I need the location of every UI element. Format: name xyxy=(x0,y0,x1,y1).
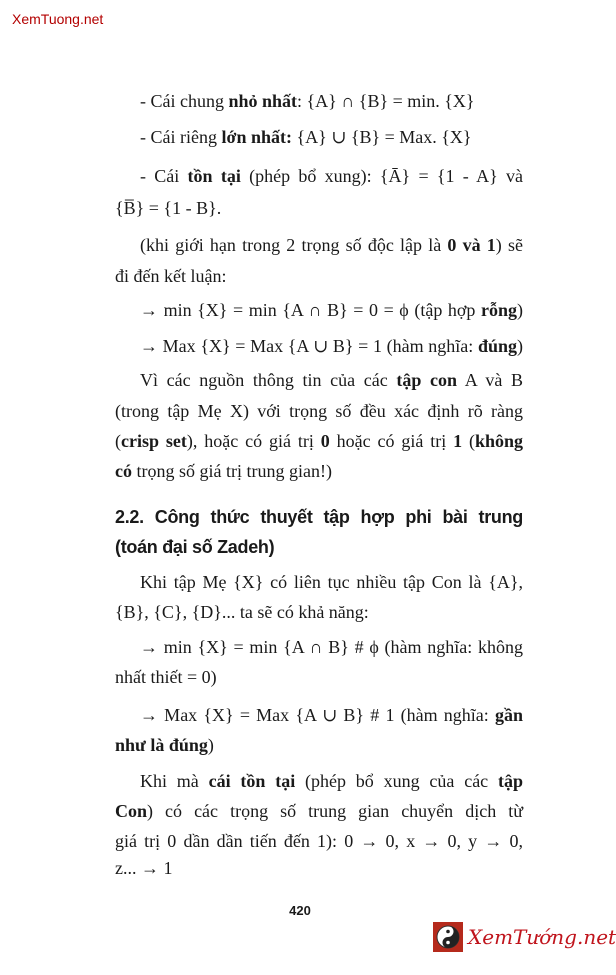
text-line xyxy=(140,299,523,321)
text-segment: ( xyxy=(115,431,121,451)
text-line xyxy=(115,265,523,287)
text-segment: (toán đại số Zadeh) xyxy=(115,537,275,557)
text-segment: {B}, {C}, {D}... ta sẽ có khả năng: xyxy=(115,602,369,622)
text-segment: - Cái riêng xyxy=(140,127,222,147)
text-segment: ) xyxy=(517,300,523,320)
text-line xyxy=(140,571,523,593)
bold-text: không xyxy=(474,431,523,451)
text-segment: trọng số giá trị trung gian!) xyxy=(132,461,332,481)
text-line xyxy=(140,90,523,112)
bold-text: crisp set xyxy=(121,431,187,451)
text-segment: giá trị 0 dần dần tiến đến 1): 0 → 0, x → 0, y → 0, xyxy=(115,831,523,851)
text-line xyxy=(115,430,523,452)
bold-text: gần xyxy=(494,705,523,725)
text-line xyxy=(115,800,523,822)
text-segment: 2.2. Công thức thuyết tập hợp phi bài trung xyxy=(115,507,523,527)
bold-text: nhỏ nhất xyxy=(228,91,298,111)
text-segment: - Cái chung xyxy=(140,91,229,111)
bold-text: 0 và 1 xyxy=(447,235,496,255)
text-segment: ) sẽ xyxy=(495,235,523,255)
text-segment: ) xyxy=(207,735,214,755)
bold-text: 1 xyxy=(453,431,463,451)
text-line xyxy=(115,197,523,219)
text-segment: - Cái xyxy=(140,166,188,186)
text-segment: → min {X} = min {A ∩ B} = 0 = ϕ (tập hợp xyxy=(140,300,481,320)
text-line xyxy=(115,830,523,852)
text-line xyxy=(115,666,523,688)
bold-text: Con xyxy=(115,801,148,821)
bold-text: 0 xyxy=(320,431,330,451)
text-segment: Khi mà xyxy=(140,771,209,791)
text-line xyxy=(140,770,523,792)
text-segment: {B̅} = {1 - B}. xyxy=(115,198,222,218)
text-segment: nhất thiết = 0) xyxy=(115,667,217,687)
text-segment: đi đến kết luận: xyxy=(115,266,227,286)
text-line xyxy=(140,126,523,148)
text-segment: : {A} ∩ {B} = min. {X} xyxy=(297,91,475,111)
text-segment: (phép bổ xung của các xyxy=(295,771,498,791)
text-line xyxy=(115,400,523,422)
site-logo xyxy=(433,922,616,952)
text-segment: {A} ∪ {B} = Max. {X} xyxy=(291,127,472,147)
text-line xyxy=(140,704,523,726)
text-segment: ), hoặc có giá trị xyxy=(186,431,321,451)
text-line xyxy=(140,335,523,357)
text-segment: A và B xyxy=(457,370,523,390)
text-segment: ) có các trọng số trung gian chuyển dịch từ xyxy=(147,801,523,821)
page-number: 420 xyxy=(289,903,311,918)
text-segment: ) xyxy=(517,336,523,356)
text-segment: → Max {X} = Max {A ∪ B} = 1 (hàm nghĩa: xyxy=(140,336,478,356)
text-segment: Khi tập Mẹ {X} có liên tục nhiều tập Con là {A}, xyxy=(140,572,523,592)
text-segment: (phép bổ xung): {Ā} = {1 - A} và xyxy=(240,166,523,186)
text-line xyxy=(115,536,523,558)
text-line xyxy=(115,734,523,756)
bold-text: cái tồn tại xyxy=(208,771,296,791)
bold-text: tập xyxy=(497,771,523,791)
text-segment: hoặc có giá trị xyxy=(329,431,454,451)
text-line xyxy=(140,636,523,658)
text-line xyxy=(115,601,523,623)
text-segment: Vì các nguồn thông tin của các xyxy=(140,370,397,390)
bold-text: đúng xyxy=(477,336,517,356)
bold-text: tập con xyxy=(396,370,458,390)
text-line xyxy=(115,460,523,482)
logo-text: XemTướng.net xyxy=(468,925,616,949)
text-line xyxy=(115,857,523,879)
text-line xyxy=(140,234,523,256)
text-segment: z... → 1 xyxy=(115,858,173,878)
text-segment: → min {X} = min {A ∩ B} # ϕ (hàm nghĩa: không xyxy=(140,637,523,657)
text-line xyxy=(140,165,523,187)
text-line xyxy=(140,369,523,391)
text-line xyxy=(115,506,523,528)
bold-text: tồn tại xyxy=(187,166,241,186)
text-segment: (trong tập Mẹ X) với trọng số đều xác định rõ ràng xyxy=(115,401,523,421)
text-segment: ( xyxy=(462,431,475,451)
bold-text: lớn nhất: xyxy=(221,127,292,147)
bold-text: rỗng xyxy=(481,300,517,320)
yin-yang-icon xyxy=(433,922,463,952)
bold-text: có xyxy=(115,461,132,481)
text-segment: → Max {X} = Max {A ∪ B} # 1 (hàm nghĩa: xyxy=(140,705,495,725)
text-segment: (khi giới hạn trong 2 trọng số độc lập là xyxy=(140,235,448,255)
site-watermark: XemTuong.net xyxy=(12,11,104,27)
bold-text: như là đúng xyxy=(115,735,208,755)
